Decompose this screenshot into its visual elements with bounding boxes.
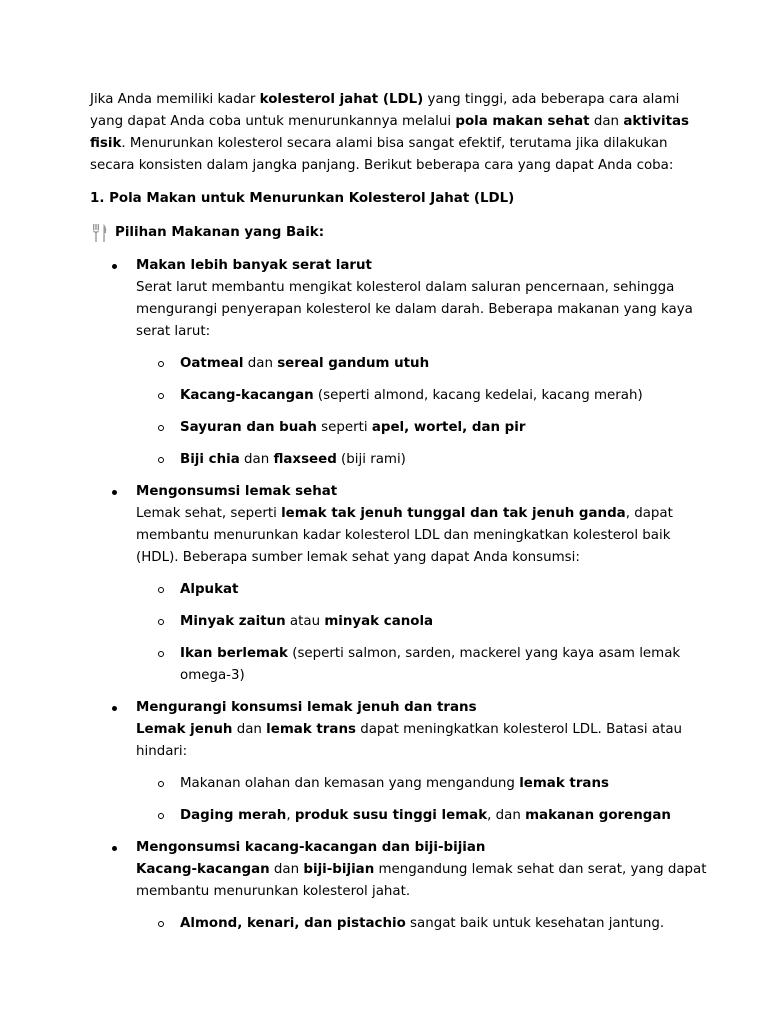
list-item [90,255,708,471]
food-choices-list [90,255,708,935]
circle-bullet-icon [158,361,164,367]
sub-list-item-text: Minyak zaitun atau minyak canola [180,614,434,629]
sub-list-item-text: Alpukat [180,582,239,597]
sub-list [136,353,708,471]
fork-and-knife-icon [92,223,108,243]
sub-list [136,773,708,827]
section-heading: 1. Pola Makan untuk Menurunkan Kolesterol Jahat (LDL) [90,191,515,206]
list-item-title: Mengonsumsi lemak sehat [136,484,338,499]
list-item-title: Mengonsumsi kacang-kacangan dan biji-bijian [136,840,486,855]
circle-bullet-icon [158,587,164,593]
bullet-icon [112,706,117,711]
intro-paragraph: Jika Anda memiliki kadar kolesterol jahat (LDL) yang tinggi, ada beberapa cara alami yang dapat Anda coba untuk menurunkannya melalui pola makan sehat dan aktivitas fisik. Menurunkan kolesterol secara alami bisa sangat efektif, terutama jika dilakukan secara konsisten dalam jangka panjang. Berikut beberapa cara yang dapat Anda coba: [90,92,689,173]
bullet-icon [112,490,117,495]
sub-list-item-text: Makanan olahan dan kemasan yang mengandung lemak trans [180,776,609,791]
sub-list-item-text: Daging merah, produk susu tinggi lemak, dan makanan gorengan [180,808,671,823]
list-item-description: Lemak jenuh dan lemak trans dapat meningkatkan kolesterol LDL. Batasi atau hindari: [136,722,683,759]
circle-bullet-icon [158,813,164,819]
sub-list-item [136,417,708,439]
sub-list-item [136,805,708,827]
circle-bullet-icon [158,619,164,625]
sub-list-item-text: Kacang-kacangan (seperti almond, kacang kedelai, kacang merah) [180,388,643,403]
sub-list-item [136,913,708,935]
bullet-icon [112,846,117,851]
circle-bullet-icon [158,921,164,927]
sub-list-item-text: Oatmeal dan sereal gandum utuh [180,356,430,371]
sub-list-item [136,611,708,633]
list-item-description: Serat larut membantu mengikat kolesterol dalam saluran pencernaan, sehingga mengurangi penyerapan kolesterol ke dalam darah. Beberapa makanan yang kaya serat larut: [136,280,693,339]
sub-list-item [136,449,708,471]
sub-list-item-text: Sayuran dan buah seperti apel, wortel, dan pir [180,420,526,435]
list-item [90,697,708,827]
bullet-icon [112,264,117,269]
circle-bullet-icon [158,781,164,787]
sub-list [136,579,708,687]
circle-bullet-icon [158,393,164,399]
list-item-description: Lemak sehat, seperti lemak tak jenuh tunggal dan tak jenuh ganda, dapat membantu menurunkan kadar kolesterol LDL dan meningkatkan kolesterol baik (HDL). Beberapa sumber lemak sehat yang dapat Anda konsumsi: [136,506,673,565]
circle-bullet-icon [158,425,164,431]
sub-list-item-text: Biji chia dan flaxseed (biji rami) [180,452,406,467]
list-item [90,481,708,687]
list-item-title: Makan lebih banyak serat larut [136,258,372,273]
circle-bullet-icon [158,457,164,463]
list-item [90,837,708,935]
subheading-label: Pilihan Makanan yang Baik: [115,225,325,240]
sub-list-item [136,579,708,601]
list-item-description: Kacang-kacangan dan biji-bijian mengandung lemak sehat dan serat, yang dapat membantu menurunkan kolesterol jahat. [136,862,707,899]
circle-bullet-icon [158,651,164,657]
subheading [92,222,708,244]
sub-list-item [136,385,708,407]
sub-list-item [136,643,708,687]
sub-list-item [136,353,708,375]
sub-list-item [136,773,708,795]
sub-list-item-text: Ikan berlemak (seperti salmon, sarden, mackerel yang kaya asam lemak omega-3) [180,646,681,683]
sub-list [136,913,708,935]
list-item-title: Mengurangi konsumsi lemak jenuh dan trans [136,700,477,715]
sub-list-item-text: Almond, kenari, dan pistachio sangat baik untuk kesehatan jantung. [180,916,665,931]
